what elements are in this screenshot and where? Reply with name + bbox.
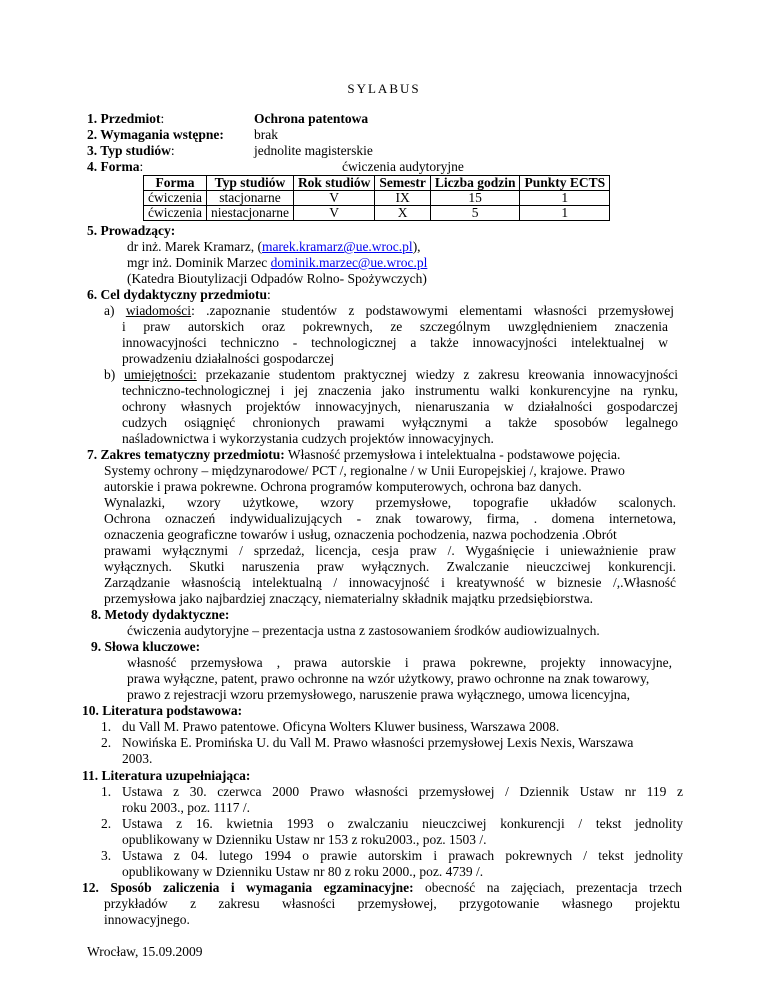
meta-label-wymagania: 2. Wymagania wstępne: (87, 127, 224, 142)
zakres-line: przemysłowa jako najbardziej znaczący, niematerialny składnik majątku przedsiębiorstwa. (104, 591, 594, 606)
literature-item: roku 2003., poz. 1117 /. (122, 800, 250, 815)
literature-item: opublikowany w Dzienniku Ustaw nr 153 z roku2003., poz. 1503 /. (122, 832, 487, 847)
section-heading-literatura-uzupelniajaca: 11. Literatura uzupełniająca: (82, 768, 251, 783)
table-cell: 5 (430, 206, 520, 221)
list-item-number: 2. (101, 816, 112, 831)
meta-label-przedmiot: 1. Przedmiot: (87, 111, 165, 126)
table-header: Liczba godzin (430, 176, 520, 191)
table-cell: ćwiczenia (144, 191, 207, 206)
lecturer-1: dr inż. Marek Kramarz, (marek.kramarz@ue.wroc.pl), (127, 239, 421, 254)
zaliczenie-line: innowacyjnego. (104, 912, 190, 927)
meta-label-typ: 3. Typ studiów: (87, 143, 175, 158)
table-cell: 15 (430, 191, 520, 206)
metody-line: ćwiczenia audytoryjne – prezentacja ustna z zastosowaniem środków audiowizualnych. (127, 623, 600, 638)
table-header: Typ studiów (206, 176, 293, 191)
table-cell: ćwiczenia (144, 206, 207, 221)
email-link-marzec[interactable]: dominik.marzec@ue.wroc.pl (270, 255, 428, 270)
section-heading-cel: 6. Cel dydaktyczny przedmiotu: (87, 287, 271, 302)
section-heading-zakres: 7. Zakres tematyczny przedmiotu: Własność przemysłowa i intelektualna - podstawowe pojęcia. (87, 447, 621, 462)
table-cell: X (375, 206, 430, 221)
table-row (144, 206, 610, 221)
zakres-line: Ochrona oznaczeń indywidualizujących - znak towarowy, firma, . domena internetowa, (104, 511, 676, 526)
table-header: Forma (144, 176, 207, 191)
literature-item: 2003. (122, 751, 153, 766)
meta-value-typ: jednolite magisterskie (254, 143, 373, 158)
table-cell: IX (375, 191, 430, 206)
meta-value-wymagania: brak (254, 127, 278, 142)
table-cell: 1 (520, 191, 610, 206)
table-header: Punkty ECTS (520, 176, 610, 191)
place-date: Wrocław, 15.09.2009 (87, 944, 203, 959)
cel-a-line: a) wiadomości: .zapoznanie studentów z podstawowymi elementami własności przemysłowej (104, 303, 674, 318)
section-heading-literatura-podstawowa: 10. Literatura podstawowa: (82, 703, 243, 718)
cel-b-line: b) umiejętności: przekazanie studentom praktycznej wiedzy z zakresu kreowania innowacyjności (104, 367, 678, 382)
course-table (143, 175, 610, 221)
meta-value-forma: ćwiczenia audytoryjne (342, 159, 464, 174)
zaliczenie-line: przykładów z zakresu własności przemysłowej, przygotowanie własnego projektu (104, 896, 680, 911)
literature-item: Nowińska E. Promińska U. du Vall M. Prawo własności przemysłowej Lexis Nexis, Warszawa (122, 735, 634, 750)
keywords-line: własność przemysłowa , prawa autorskie i prawa pokrewne, projekty innowacyjne, (127, 655, 672, 670)
table-cell: niestacjonarne (206, 206, 293, 221)
meta-label-forma: 4. Forma: (87, 159, 144, 174)
table-cell: stacjonarne (206, 191, 293, 206)
literature-item: Ustawa z 16. kwietnia 1993 o zwalczaniu nieuczciwej konkurencji / tekst jednolity (122, 816, 683, 831)
cel-b-line: naśladownictwa i wykorzystania cudzych projektów innowacyjnych. (122, 431, 494, 446)
zakres-line: oznaczenia geograficzne towarów i usług, oznaczenia pochodzenia, nazwa pochodzenia .Obrót (104, 527, 617, 542)
zakres-line: Wynalazki, wzory użytkowe, wzory przemysłowe, topografie układów scalonych. (104, 495, 676, 510)
meta-value-przedmiot: Ochrona patentowa (254, 111, 369, 126)
table-row (144, 191, 610, 206)
cel-a-line: innowacyjności techniczno - technologicznej a także innowacyjności intelektualnej w (122, 335, 668, 350)
section-heading-zaliczenie: 12. Sposób zaliczenia i wymagania egzaminacyjne: obecność na zajęciach, prezentacja trzech (82, 880, 682, 895)
zakres-line: wyłącznych. Skutki naruszenia praw wyłącznych. Zwalczanie nieuczciwej konkurencji. (104, 559, 676, 574)
section-heading-metody: 8. Metody dydaktyczne: (91, 607, 230, 622)
cel-a-line: prowadzeniu działalności gospodarczej (122, 351, 335, 366)
cel-b-line: cudzych osiągnięć chronionych prawami wyłącznymi a także sposobów legalnego (122, 415, 678, 430)
literature-item: Ustawa z 30. czerwca 2000 Prawo własności przemysłowej / Dziennik Ustaw nr 119 z (122, 784, 683, 799)
table-header-row (144, 176, 610, 191)
cel-b-line: techniczno-technologicznej i jej znaczenia jako instrumentu walki konkurencyjne na rynku, (122, 383, 678, 398)
literature-item: Ustawa z 04. lutego 1994 o prawie autorskim i prawach pokrewnych / tekst jednolity (122, 848, 683, 863)
table-header: Rok studiów (293, 176, 374, 191)
zakres-line: prawami wyłącznymi / sprzedaż, licencja, cesja praw /. Wygaśnięcie i unieważnienie praw (104, 543, 676, 558)
list-item-number: 3. (101, 848, 112, 863)
list-item-number: 1. (101, 784, 112, 799)
cel-b-line: ochrony własnych projektów innowacyjnych, nienaruszania w działalności gospodarczej (122, 399, 678, 414)
literature-item: opublikowany w Dzienniku Ustaw nr 80 z roku 2000., poz. 4739 /. (122, 864, 484, 879)
table-cell: V (293, 191, 374, 206)
keywords-line: prawa wyłączne, patent, prawo ochronne na wzór użytkowy, prawo ochronne na znak towarowy, (127, 671, 650, 686)
email-link-kramarz[interactable]: marek.kramarz@ue.wroc.pl (261, 239, 413, 254)
zakres-line: autorskie i prawa pokrewne. Ochrona programów komputerowych, ochrona baz danych. (104, 479, 582, 494)
section-heading-slowa: 9. Słowa kluczowe: (91, 639, 201, 654)
zakres-line: Zarządzanie własnością intelektualną / innowacyjność i kreatywność w biznesie /,.Własność (104, 575, 676, 590)
literature-item: du Vall M. Prawo patentowe. Oficyna Wolters Kluwer business, Warszawa 2008. (122, 719, 560, 734)
list-item-number: 2. (101, 735, 112, 750)
document-title: SYLABUS (347, 81, 421, 96)
keywords-line: prawo z rejestracji wzoru przemysłowego, naruszenie prawa wyłącznego, umowa licencyjna, (127, 687, 631, 702)
section-heading-prowadzacy: 5. Prowadzący: (87, 223, 176, 238)
cel-a-line: i praw autorskich oraz pokrewnych, ze szczególnym uwzględnieniem znaczenia (122, 319, 668, 334)
table-header: Semestr (375, 176, 430, 191)
table-cell: 1 (520, 206, 610, 221)
lecturer-2: mgr inż. Dominik Marzec dominik.marzec@ue.wroc.pl (127, 255, 428, 270)
zakres-line: Systemy ochrony – międzynarodowe/ PCT /, regionalne / w Unii Europejskiej /, krajowe. Prawo (104, 463, 625, 478)
table-cell: V (293, 206, 374, 221)
department: (Katedra Bioutylizacji Odpadów Rolno- Spożywczych) (127, 271, 427, 286)
list-item-number: 1. (101, 719, 112, 734)
